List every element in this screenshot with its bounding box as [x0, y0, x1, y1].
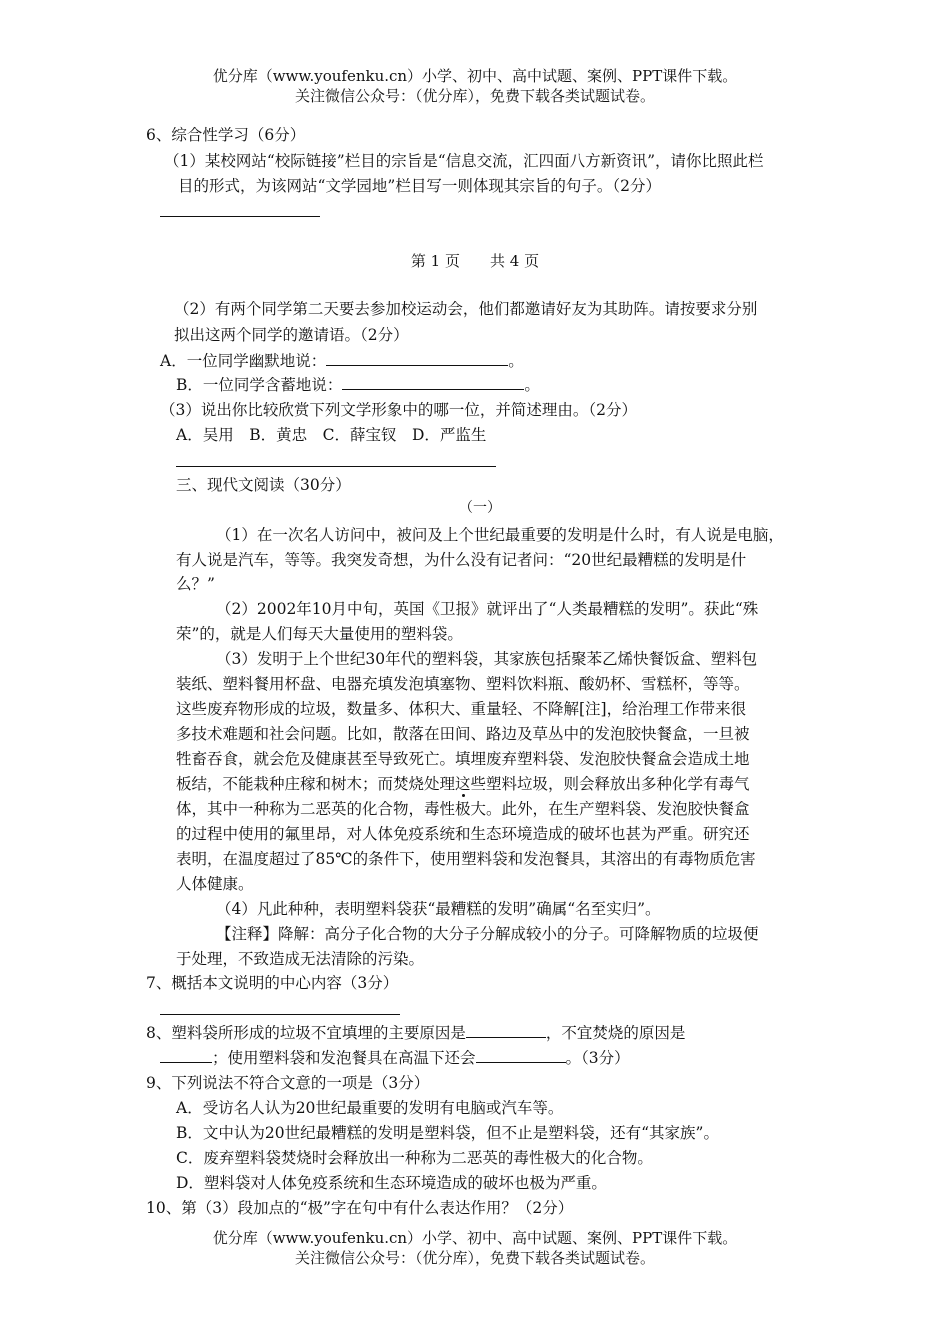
footer-line-2: 关注微信公众号：（优分库），免费下载各类试题试卷。: [294, 1249, 655, 1267]
section-3-title: 三、现代文阅读（30分）: [176, 476, 351, 494]
q8-line1: [146, 1022, 685, 1044]
option-b-period: 。: [524, 376, 540, 394]
para1-line3: 么？”: [176, 575, 215, 593]
para1-line2: 有人说是汽车，等等。我突发奇想，为什么没有记者问：“20世纪最糟糕的发明是什: [176, 551, 747, 569]
option-a-period: 。: [508, 352, 524, 370]
q9-option-a[interactable]: A．受访名人认为20世纪最重要的发明有电脑或汽车等。: [176, 1099, 564, 1117]
para3-line3: 这些废弃物形成的垃圾，数量多、体积大、重量轻、不降解[注]，给治理工作带来很: [176, 700, 747, 718]
option-b-label: B．一位同学含蓄地说：: [176, 376, 343, 394]
q8-line2: [160, 1047, 630, 1069]
q6-part2-option-b: [176, 374, 540, 396]
q6-part3-options: A．吴用 B．黄忠 C．薛宝钗 D．严监生: [176, 426, 487, 444]
q8-line1-start: 8、塑料袋所形成的垃圾不宜填埋的主要原因是: [146, 1024, 466, 1042]
para4: （4）凡此种种，表明塑料袋获“最糟糕的发明”确属“名至实归”。: [216, 900, 661, 918]
para1-line1: （1）在一次名人访问中，被问及上个世纪最重要的发明是什么时，有人说是电脑，: [216, 526, 784, 544]
q7-answer-line[interactable]: [160, 1014, 400, 1015]
q8-blank-2[interactable]: [160, 1047, 212, 1063]
q8-line2-middle: ；使用塑料袋和发泡餐具在高温下还会: [212, 1049, 476, 1067]
q9-title: 9、下列说法不符合文意的一项是（3分）: [146, 1074, 430, 1092]
q8-line2-end: 。（3分）: [565, 1049, 630, 1067]
header-line-1: 优分库（www.youfenku.cn）小学、初中、高中试题、案例、PPT课件下载。: [212, 67, 738, 85]
emphasis-dot-char: 极: [455, 800, 471, 818]
q6-part3-line: （3）说出你比较欣赏下列文学形象中的哪一位，并简述理由。（2分）: [160, 401, 637, 419]
q7-text: 7、概括本文说明的中心内容（3分）: [146, 974, 399, 992]
q6-part1-answer-line[interactable]: [160, 216, 320, 217]
option-b-answer-blank[interactable]: [342, 374, 524, 390]
para2-line1: （2）2002年10月中旬，英国《卫报》就评出了“人类最糟糕的发明”。获此“殊: [216, 600, 759, 618]
q9-option-d[interactable]: D．塑料袋对人体免疫系统和生态环境造成的破坏也极为严重。: [176, 1174, 607, 1192]
note-line1: 【注释】降解：高分子化合物的大分子分解成较小的分子。可降解物质的垃圾便: [216, 925, 759, 943]
q10-text: 10、第（3）段加点的“极”字在句中有什么表达作用？（2分）: [146, 1199, 574, 1217]
q9-option-b[interactable]: B．文中认为20世纪最糟糕的发明是塑料袋，但不止是塑料袋，还有“其家族”。: [176, 1124, 719, 1142]
q6-part3-answer-line[interactable]: [176, 466, 496, 467]
q6-part1-line1: （1）某校网站“校际链接”栏目的宗旨是“信息交流，汇四面八方新资讯”，请你比照此栏: [164, 152, 764, 170]
page-number: 第 1 页 共 4 页: [410, 252, 540, 270]
q6-part2-option-a: [160, 350, 524, 372]
para3-line8: 的过程中使用的氟里昂，对人体免疫系统和生态环境造成的破坏也甚为严重。研究还: [176, 825, 750, 843]
footer-line-1: 优分库（www.youfenku.cn）小学、初中、高中试题、案例、PPT课件下载。: [212, 1229, 738, 1247]
para3-line7-end: 大。此外，在生产塑料袋、发泡胶快餐盒: [470, 800, 750, 818]
note-line2: 于处理，不致造成无法清除的污染。: [176, 950, 425, 968]
para3-line9: 表明，在温度超过了85℃的条件下，使用塑料袋和发泡餐具，其溶出的有毒物质危害: [176, 850, 756, 868]
para3-line7-start: 体，其中一种称为二恶英的化合物，毒性: [176, 800, 456, 818]
header-line-2: 关注微信公众号：（优分库），免费下载各类试题试卷。: [294, 87, 655, 105]
para3-line10: 人体健康。: [176, 875, 254, 893]
para3-line2: 装纸、塑料餐用杯盘、电器充填发泡填塞物、塑料饮料瓶、酸奶杯、雪糕杯，等等。: [176, 675, 750, 693]
q8-line1-end: ，不宜焚烧的原因是: [545, 1024, 686, 1042]
q9-option-c[interactable]: C．废弃塑料袋焚烧时会释放出一种称为二恶英的毒性极大的化合物。: [176, 1149, 653, 1167]
option-a-answer-blank[interactable]: [326, 350, 508, 366]
para3-line6: 板结，不能栽种庄稼和树木；而焚烧处理这些塑料垃圾，则会释放出多种化学有毒气: [176, 775, 750, 793]
para3-line7: [176, 798, 750, 820]
para3-line4: 多技术难题和社会问题。比如，散落在田间、路边及草丛中的发泡胶快餐盒，一旦被: [176, 725, 750, 743]
q6-part2-line1: （2）有两个同学第二天要去参加校运动会，他们都邀请好友为其助阵。请按要求分别: [174, 300, 758, 318]
q6-part2-line2: 拟出这两个同学的邀请语。（2分）: [174, 326, 409, 344]
para3-line5: 牲畜吞食，就会危及健康甚至导致死亡。填埋废弃塑料袋、发泡胶快餐盒会造成土地: [176, 750, 750, 768]
option-a-label: A．一位同学幽默地说：: [160, 352, 327, 370]
q8-blank-1[interactable]: [466, 1022, 546, 1038]
passage-part-number: （一）: [459, 500, 501, 516]
q6-title: 6、综合性学习（6分）: [146, 126, 306, 144]
q8-blank-3[interactable]: [476, 1047, 566, 1063]
q6-part1-line2: 目的形式，为该网站“文学园地”栏目写一则体现其宗旨的句子。（2分）: [178, 177, 661, 195]
para2-line2: 荣”的，就是人们每天大量使用的塑料袋。: [176, 625, 463, 643]
para3-line1: （3）发明于上个世纪30年代的塑料袋，其家族包括聚苯乙烯快餐饭盒、塑料包: [216, 650, 758, 668]
